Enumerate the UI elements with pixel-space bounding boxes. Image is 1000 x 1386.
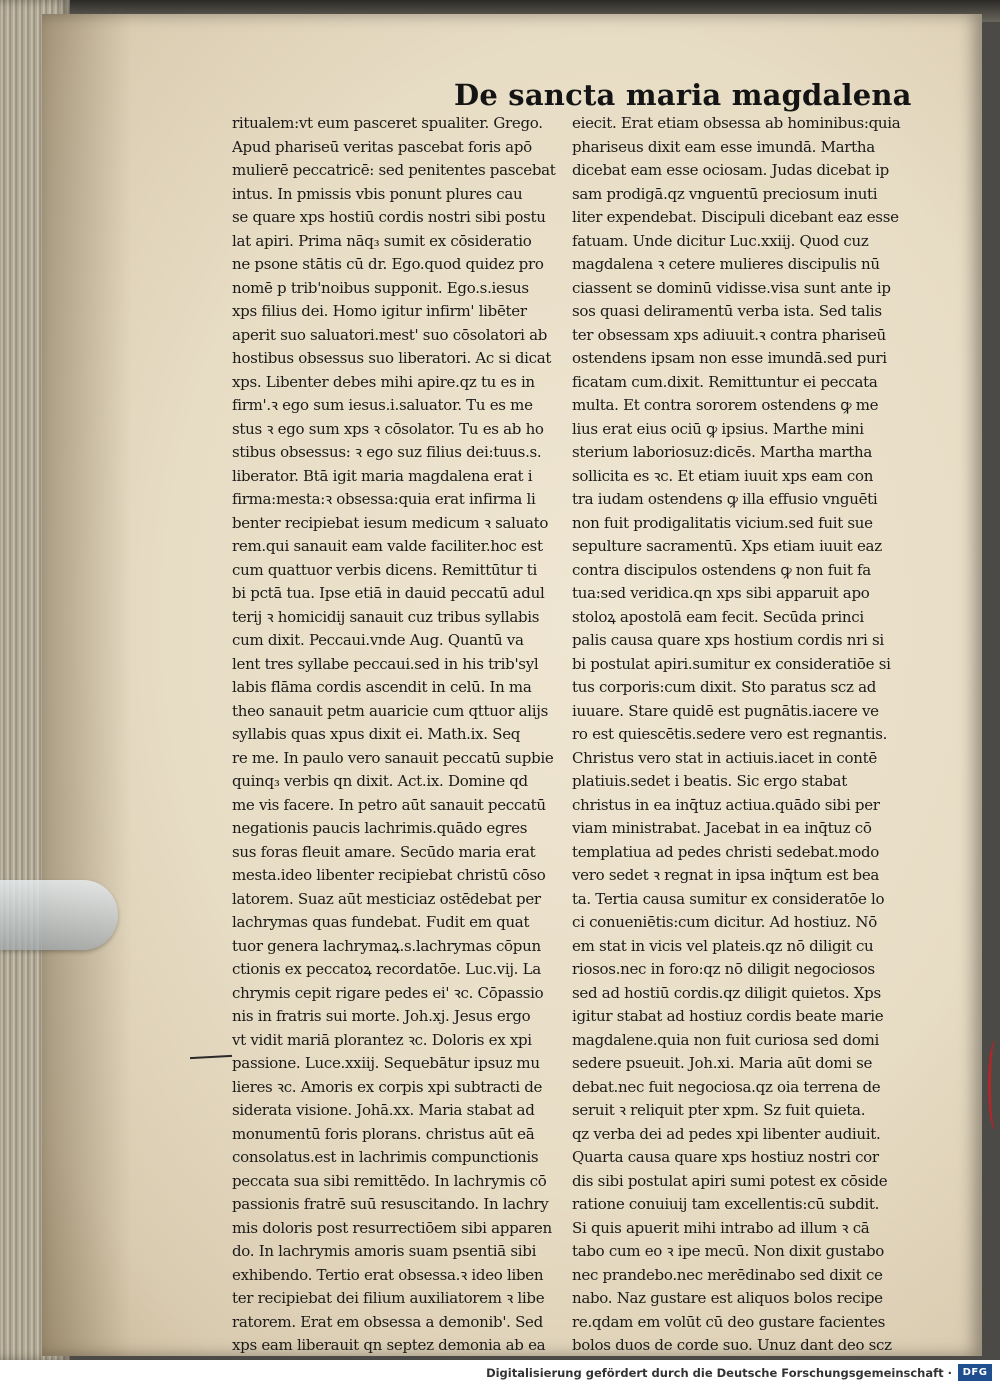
text-line: peccata sua sibi remittēdo. In lachrymis cō [232,1171,547,1190]
text-line: chrymis cepit rigare pedes ei' ꝛc. Cōpassio [232,983,544,1002]
text-line: magdalena ꝛ cetere mulieres discipulis nū [572,255,880,273]
text-line: ter recipiebat dei filium auxiliatorem ꝛ libe [232,1289,545,1307]
text-line: contra discipulos ostendens ꝙ non fuit fa [572,560,871,579]
text-line: nomē p trib'noibus supponit. Ego.s.iesus [232,278,529,297]
text-line: sam prodigā.qz vnguentū preciosum inuti [572,184,878,203]
text-line: consolatus.est in lachrimis compunctionis [232,1148,539,1166]
text-line: liberator. Btā igit maria magdalena erat i [232,466,533,485]
text-line: seruit ꝛ reliquit pter xpm. Sz fuit quieta. [572,1101,866,1119]
text-line: passionis fratrē suū resuscitando. In lachry [232,1195,549,1213]
text-line: re me. In paulo vero sanauit peccatū supbie [232,748,554,767]
text-line: tra iudam ostendens ꝙ illa effusio vnguēti [572,490,878,508]
dfg-logo: DFG [958,1364,992,1381]
text-line: multa. Et contra sororem ostendens ꝙ me [572,396,879,414]
text-line: non fuit prodigalitatis vicium.sed fuit sue [572,513,873,532]
text-line: nis in fratris sui morte. Joh.xj. Jesus ergo [232,1007,531,1025]
text-line: iuuare. Stare quidē est pugnātis.iacere ve [572,701,879,720]
text-line: ter obsessam xps adiuuit.ꝛ contra phariseū [572,325,886,344]
text-line: palis causa quare xps hostium cordis nri si [572,631,884,649]
text-line: benter recipiebat iesum medicum ꝛ saluato [232,513,549,532]
text-line: passione. Luce.xxiij. Sequebātur ipsuz mu [232,1054,540,1072]
text-line: xps filius dei. Homo igitur infirm' libēter [232,302,527,320]
text-line: sedere psueuit. Joh.xi. Maria aūt domi se [572,1054,873,1072]
text-line: platiuis.sedet i beatis. Sic ergo stabat [572,772,847,790]
text-line: viam ministrabat. Jacebat in ea inq̄tuz cō [572,819,872,837]
running-title: De sancta maria magdalena [454,78,912,112]
text-line: sed ad hostiū cordis.qz diligit quietos. Xps [572,983,881,1002]
text-line: sterium laboriosuz:dicēs. Martha martha [572,443,872,461]
text-line: tuor genera lachrymaꝝ.s.lachrymas cōpun [232,936,541,955]
text-line: theo sanauit petm auaricie cum qttuor alijs [232,701,549,720]
text-line: em stat in vicis vel plateis.qz nō diligit cu [572,936,874,955]
text-line: firm'.ꝛ ego sum iesus.i.saluator. Tu es me [232,396,533,414]
text-line: hostibus obsessus suo liberatori. Ac si dicat [232,349,552,367]
text-line: sollicita es ꝛc. Et etiam iuuit xps eam con [572,466,874,485]
text-line: xps eam liberauit qn septez demonia ab ea [232,1336,546,1354]
text-line: monumentū foris plorans. christus aūt eā [232,1124,535,1143]
text-line: fatuam. Unde dicitur Luc.xxiij. Quod cuz [572,231,869,250]
text-line: ficatam cum.dixit. Remittuntur ei peccata [572,372,878,391]
text-line: tus corporis:cum dixit. Sto paratus scz ad [572,678,877,696]
text-line: ne psone stātis cū dr. Ego.quod quidez pro [232,255,544,273]
text-line: liter expendebat. Discipuli dicebant eaz esse [572,208,899,226]
text-line: riosos.nec in foro:qz nō diligit negociosos [572,960,875,978]
text-line: ro est quiescētis.sedere vero est regnantis. [572,725,888,743]
text-line: qz verba dei ad pedes xpi libenter audiuit. [572,1124,881,1143]
text-line: debat.nec fuit negociosa.qz oia terrena de [572,1077,881,1096]
text-line: lat apiri. Prima nāq₃ sumit ex cōsideratio [232,231,532,250]
text-line: vt vidit mariā plorantez ꝛc. Doloris ex xpi [232,1030,532,1049]
text-line: stoloꝝ apostolā eam fecit. Secūda princi [572,607,864,626]
text-line: phariseus dixit eam esse imundā. Martha [572,137,875,156]
text-line: christus in ea inq̄tuz actiua.quādo sibi per [572,795,880,814]
text-line: ritualem:vt eum pasceret spualiter. Grego. [232,114,543,132]
text-line: do. In lachrymis amoris suam psentiā sibi [232,1242,537,1260]
text-line: lius erat eius ociū ꝙ ipsius. Marthe mini [572,419,864,438]
text-line: igitur stabat ad hostiuz cordis beate marie [572,1007,884,1025]
text-line: cum quattuor verbis dicens. Remittūtur ti [232,560,537,579]
text-line: latorem. Suaz aūt mesticiaz ostēdebat per [232,889,541,908]
text-line: mesta.ideo libenter recipiebat christū cōso [232,866,546,884]
text-line: cum dixit. Peccaui.vnde Aug. Quantū va [232,631,524,649]
text-line: lent tres syllabe peccaui.sed in his trib'syl [232,654,539,673]
text-line: terij ꝛ homicidij sanauit cuz tribus syllabis [232,607,540,626]
text-line: stibus obsessus: ꝛ ego suz filius dei:tuus.s. [232,443,542,461]
text-line: Christus vero stat in actiuis.iacet in contē [572,748,877,767]
text-line: exhibendo. Tertio erat obsessa.ꝛ ideo liben [232,1265,544,1284]
text-line: ciassent se dominū vidisse.visa sunt ante ip [572,278,891,297]
text-line: ctionis ex peccatoꝝ recordatōe. Luc.vij. La [232,960,541,978]
text-line: Apud phariseū veritas pascebat foris apō [232,137,532,156]
text-line: sos quasi deliramentū verba ista. Sed talis [572,302,882,320]
text-line: rem.qui sanauit eam valde faciliter.hoc est [232,537,543,555]
text-line: Quarta causa quare xps hostiuz nostri cor [572,1148,879,1166]
text-line: ostendens ipsam non esse imundā.sed puri [572,349,887,367]
text-line: ta. Tertia causa sumitur ex consideratōe lo [572,889,885,908]
left-text-column [232,112,562,1358]
text-line: sus foras fleuit amare. Secūdo maria erat [232,842,536,861]
text-line: dicebat eam esse ociosam. Judas dicebat ip [572,161,889,179]
text-line: tabo cum eo ꝛ ipe mecū. Non dixit gustabo [572,1242,885,1260]
right-text-column [572,112,902,1358]
text-line: nabo. Naz gustare est aliquos bolos recipe [572,1289,883,1307]
text-line: magdalene.quia non fuit curiosa sed domi [572,1030,880,1049]
text-line: stus ꝛ ego sum xps ꝛ cōsolator. Tu es ab ho [232,419,544,438]
text-line: Si quis apuerit mihi intrabo ad illum ꝛ cā [572,1218,870,1237]
text-line: syllabis quas xpus dixit ei. Math.ix. Seq [232,725,521,743]
text-line: aperit suo saluatori.mest' suo cōsolatori ab [232,325,548,344]
text-line: ratione conuiuij tam excellentis:cū subdit. [572,1195,880,1213]
text-line: vero sedet ꝛ regnat in ipsa inq̄tum est bea [572,866,880,884]
text-line: lieres ꝛc. Amoris ex corpis xpi subtracti de [232,1077,543,1096]
text-line: ratorem. Erat em obsessa a demonib'. Sed [232,1312,543,1331]
text-line: labis flāma cordis ascendit in celū. In ma [232,678,532,696]
text-line: nec prandebo.nec merēdinabo sed dixit ce [572,1265,883,1284]
text-line: me vis facere. In petro aūt sanauit peccatū [232,795,546,814]
text-line: bolos duos de corde suo. Unuz dant deo scz [572,1336,892,1354]
text-line: tua:sed veridica.qn xps sibi apparuit apo [572,584,870,602]
text-line: lachrymas quas fundebat. Fudit em quat [232,913,530,931]
red-ink-mark [988,1040,1000,1130]
text-line: bi postulat apiri.sumitur ex consideratiōe si [572,654,891,673]
text-line: siderata visione. Johā.xx. Maria stabat ad [232,1101,535,1119]
text-line: xps. Libenter debes mihi apire.qz tu es in [232,372,535,391]
text-line: firma:mesta:ꝛ obsessa:quia erat infirma li [232,490,536,508]
text-line: sepulture sacramentū. Xps etiam iuuit eaz [572,537,882,555]
text-line: quinq₃ verbis qn dixit. Act.ix. Domine qd [232,772,528,790]
text-line: ci conueniētis:cum dicitur. Ad hostiuz. Nō [572,913,877,931]
page-clip [0,880,118,950]
text-line: mis doloris post resurrectiōem sibi apparen [232,1218,552,1237]
text-line: templatiua ad pedes christi sedebat.modo [572,842,880,861]
text-line: eiecit. Erat etiam obsessa ab hominibus:quia [572,114,901,132]
text-line: mulierē peccatricē: sed penitentes pascebat [232,161,556,179]
text-line: bi pctā tua. Ipse etiā in dauid peccatū adul [232,584,545,602]
text-line: intus. In pmissis vbis ponunt plures cau [232,184,523,203]
text-line: se quare xps hostiū cordis nostri sibi postu [232,208,546,226]
footer-credit: Digitalisierung gefördert durch die Deutsche Forschungsgemeinschaft · [486,1366,952,1380]
text-line: dis sibi postulat apiri sumi potest ex cōside [572,1171,888,1190]
text-line: re.qdam em volūt cū deo gustare facientes [572,1312,885,1331]
gutter-shadow [42,14,132,1356]
text-line: negationis paucis lachrimis.quādo egres [232,819,528,837]
